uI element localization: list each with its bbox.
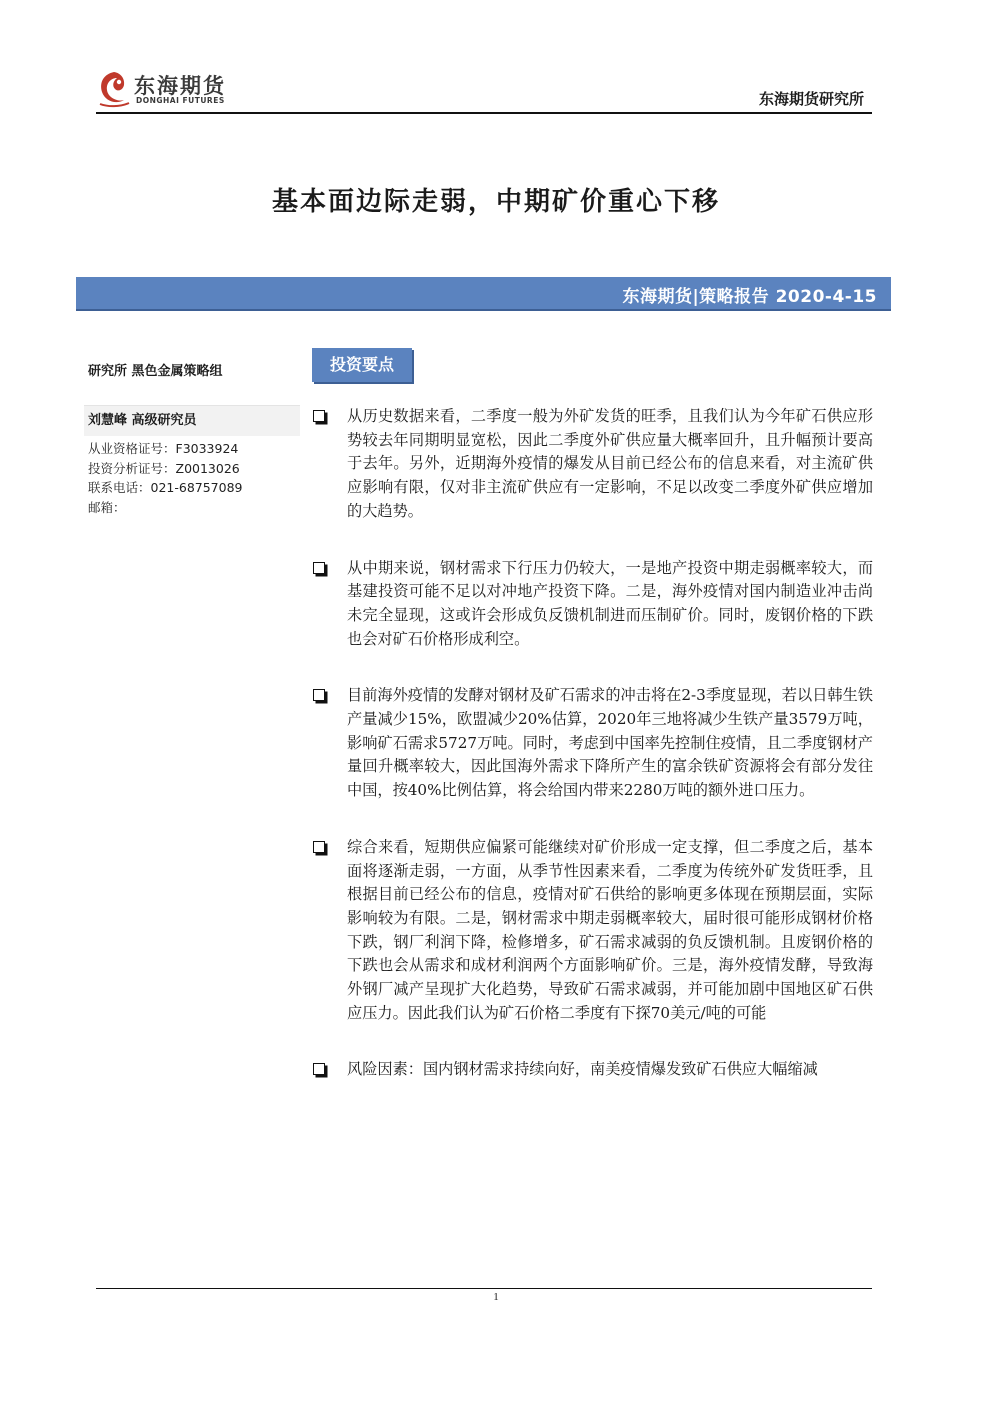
list-item — [313, 1058, 873, 1082]
checkbox-bullet-icon — [313, 841, 325, 853]
checkbox-bullet-icon — [313, 562, 325, 574]
report-title: 基本面边际走弱，中期矿价重心下移 — [271, 187, 720, 217]
bullet-text: 从中期来说，钢材需求下行压力仍较大，一是地产投资中期走弱概率较大，而基建投资可能不足以对冲地产投资下降。二是，海外疫情对国内制造业冲击尚未完全显现，这或许会形成负反馈机制进而压制矿价。同时，废钢价格的下跌也会对矿石价格形成利空。 — [347, 558, 873, 648]
analyst-name: 刘慧峰 高级研究员 — [84, 405, 300, 436]
checkbox-bullet-icon — [313, 689, 325, 701]
analyst-certificate: 投资分析证号：Z0013026 — [88, 460, 240, 476]
checkbox-bullet-icon — [313, 410, 325, 422]
key-points — [313, 405, 873, 1115]
report-banner — [76, 277, 891, 311]
bullet-text: 综合来看，短期供应偏紧可能继续对矿价形成一定支撑，但二季度之后，基本面将逐渐走弱，一方面，从季节性因素来看，二季度为传统外矿发货旺季，且根据目前已经公布的信息，疫情对矿石供给的影响更多体现在预期层面，实际影响较为有限。二是，钢材需求中期走弱概率较大，届时很可能形成钢材价格下跌，钢厂利润下降，检修增多，矿石需求减弱的负反馈机制。且废钢价格的下跌也会从需求和成材利润两个方面影响矿价。三是，海外疫情发酵，导致海外钢厂减产呈现扩大化趋势，导致矿石需求减弱，并可能加剧中国地区矿石供应压力。因此我们认为矿石价格二季度有下探70美元/吨的可能 — [347, 837, 873, 1022]
qualification-number: 从业资格证号：F3033924 — [88, 441, 239, 456]
list-item — [313, 405, 873, 524]
section-tag: 投资要点 — [312, 348, 412, 382]
contact-phone: 联系电话：021-68757089 — [88, 480, 243, 495]
logo-en-text: DONGHAI FUTURES — [136, 96, 225, 105]
list-item — [313, 557, 873, 652]
banner-text: 东海期货|策略报告 2020-4-15 — [622, 287, 877, 307]
department-label: 研究所 黑色金属策略组 — [88, 364, 223, 379]
email-label: 邮箱： — [88, 499, 126, 515]
list-item — [313, 836, 873, 1026]
bullet-text: 风险因素：国内钢材需求持续向好，南美疫情爆发致矿石供应大幅缩减 — [347, 1060, 818, 1079]
donghai-logo-icon — [96, 68, 132, 108]
page-header — [96, 64, 872, 114]
analyst-sidebar — [88, 356, 300, 517]
page-number: 1 — [493, 1291, 499, 1303]
logo-cn-text: 东海期货 — [134, 74, 226, 98]
footer-rule — [96, 1288, 872, 1289]
header-rule — [96, 112, 872, 114]
checkbox-bullet-icon — [313, 1063, 325, 1075]
institute-name: 东海期货研究所 — [758, 90, 864, 108]
analyst-contact — [88, 439, 300, 517]
bullet-text: 从历史数据来看，二季度一般为外矿发货的旺季，且我们认为今年矿石供应形势较去年同期明显宽松，因此二季度外矿供应量大概率回升，且升幅预计要高于去年。另外，近期海外疫情的爆发从目前已经公布的信息来看，对主流矿供应影响有限，仅对非主流矿供应有一定影响，不足以改变二季度外矿供应增加的大趋势。 — [347, 407, 873, 520]
list-item — [313, 684, 873, 803]
bullet-text: 目前海外疫情的发酵对钢材及矿石需求的冲击将在2-3季度显现，若以日韩生铁产量减少15%，欧盟减少20%估算，2020年三地将减少生铁产量3579万吨，影响矿石需求5727万吨。同时，考虑到中国率先控制住疫情，且二季度钢材产量回升概率较大，因此国海外需求下降所产生的富余铁矿资源将会有部分发往中国，按40%比例估算，将会给国内带来2280万吨的额外进口压力。 — [347, 686, 873, 800]
